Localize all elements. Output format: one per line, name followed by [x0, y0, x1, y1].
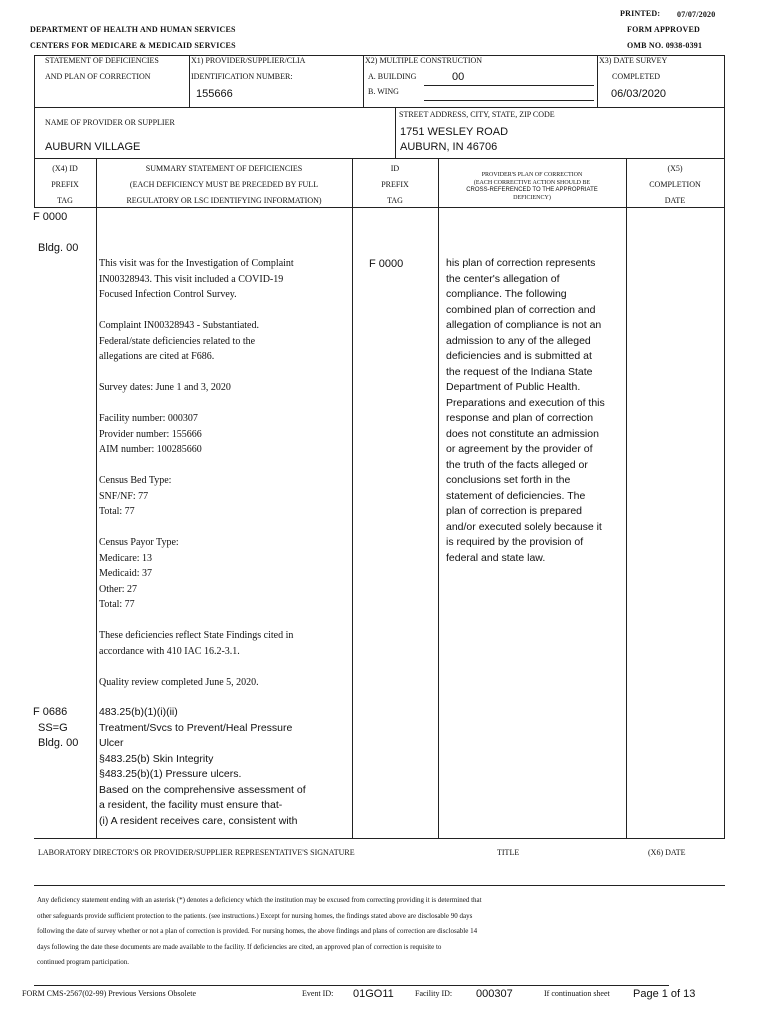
footer-divider — [34, 985, 669, 986]
f0000-id-tag: F 0000 — [369, 258, 404, 270]
plan-header-3: CROSS-REFERENCED TO THE APPROPRIATE — [466, 187, 598, 193]
f0686-bldg: Bldg. 00 — [38, 737, 79, 749]
f0686-tag: F 0686 — [33, 706, 68, 718]
omb-number: OMB NO. 0938-0391 — [627, 41, 703, 50]
id-header-3: TAG — [387, 196, 403, 205]
f0000-summary: This visit was for the Investigation of Complaint IN00328943. This visit included a COVID-19 Focused Infection Control Survey. Complaint IN00328943 - Substantiated. Federal/state deficiencies related to the allegations are cited at F686. Survey dates: June 1 and 3, 2020 Facility number: 000307 Provider number: 155666 AIM number: 100285660 Census Bed Type: SNF/NF: 77 Total: 77 Census Payor Type: Medicare: 13 Medicaid: 37 Other: 27 Total: 77 These deficiencies reflect State Findings cited in accordance with 410 IAC 16.2-3.1. Quality review completed June 5, 2020. — [99, 258, 294, 688]
building-value: 00 — [452, 71, 465, 83]
x1-label: X1) PROVIDER/SUPPLIER/CLIA — [191, 56, 306, 65]
summary-header-2: (EACH DEFICIENCY MUST BE PRECEDED BY FULL — [129, 180, 319, 189]
plan-label: AND PLAN OF CORRECTION — [45, 72, 151, 81]
x4-header-1: (X4) ID — [52, 164, 78, 173]
x5-header-3: DATE — [664, 196, 686, 205]
provider-name-label: NAME OF PROVIDER OR SUPPLIER — [45, 118, 175, 127]
f0000-bldg: Bldg. 00 — [38, 242, 79, 254]
plan-header-2: (EACH CORRECTIVE ACTION SHOULD BE — [473, 180, 591, 186]
x4-header-2: PREFIX — [51, 180, 79, 189]
x2-label: X2) MULTIPLE CONSTRUCTION — [365, 56, 483, 65]
form-number: FORM CMS-2567(02-99) Previous Versions Obsolete — [22, 989, 197, 998]
event-id-label: Event ID: — [302, 989, 334, 998]
x3-sublabel: COMPLETED — [612, 72, 660, 81]
x3-label: X3) DATE SURVEY — [599, 56, 668, 65]
survey-date-value: 06/03/2020 — [611, 88, 667, 100]
address-label: STREET ADDRESS, CITY, STATE, ZIP CODE — [399, 110, 555, 119]
f0000-tag: F 0000 — [33, 211, 68, 223]
f0000-plan-of-correction: his plan of correction represents the center's allegation of compliance. The following combined plan of correction and allegation of compliance is not an admission to any of the alleged deficiencies and is submitted at the request of the Indiana State Department of Public Health. Preparations and execution of this response and plan of correction does not constitute an admission or agreement by the provider of the truth of the facts alleged or conclusions set forth in the statement of deficiencies. The plan of correction is prepared and/or executed solely because it is required by the provision of federal and state law. — [446, 257, 605, 564]
page-number: Page 1 of 13 — [633, 988, 696, 1000]
printed-date: 07/07/2020 — [677, 10, 716, 19]
continuation-label: If continuation sheet — [544, 989, 610, 998]
signature-label: LABORATORY DIRECTOR'S OR PROVIDER/SUPPLIER REPRESENTATIVE'S SIGNATURE — [38, 848, 355, 857]
id-header-1: ID — [390, 164, 400, 173]
statement-label: STATEMENT OF DEFICIENCIES — [45, 56, 159, 65]
x5-header-2: COMPLETION — [649, 180, 701, 189]
signature-divider — [34, 885, 725, 886]
f0686-summary: 483.25(b)(1)(i)(ii) Treatment/Svcs to Prevent/Heal Pressure Ulcer §483.25(b) Skin Integrity §483.25(b)(1) Pressure ulcers. Based on the comprehensive assessment of a resident, the facility must ensure that- (i) A resident receives care, consistent with — [99, 706, 306, 827]
building-underline — [424, 85, 594, 86]
f0686-severity: SS=G — [38, 722, 68, 734]
summary-header-3: REGULATORY OR LSC IDENTIFYING INFORMATION) — [126, 196, 322, 205]
x6-date-label: (X6) DATE — [648, 848, 686, 857]
event-id-value: 01GO11 — [353, 988, 394, 1000]
facility-id-value: 000307 — [476, 988, 513, 1000]
address-line1: 1751 WESLEY ROAD — [400, 126, 509, 138]
x5-header-1: (X5) — [667, 164, 683, 173]
facility-id-label: Facility ID: — [415, 989, 453, 998]
form-approved: FORM APPROVED — [627, 25, 701, 34]
printed-label: PRINTED: — [620, 9, 661, 18]
centers-title: CENTERS FOR MEDICARE & MEDICAID SERVICES — [30, 41, 236, 50]
plan-header-4: DEFICIENCY) — [513, 195, 551, 201]
provider-name-value: AUBURN VILLAGE — [45, 141, 141, 153]
id-header-2: PREFIX — [381, 180, 409, 189]
building-label: A. BUILDING — [368, 72, 417, 81]
department-title: DEPARTMENT OF HEALTH AND HUMAN SERVICES — [30, 25, 236, 34]
address-line2: AUBURN, IN 46706 — [400, 141, 498, 153]
x4-header-3: TAG — [57, 196, 73, 205]
x1-sublabel: IDENTIFICATION NUMBER: — [191, 72, 293, 81]
wing-label: B. WING — [368, 87, 399, 96]
wing-underline — [424, 100, 594, 101]
provider-number-value: 155666 — [196, 88, 233, 100]
plan-header-1: PROVIDER'S PLAN OF CORRECTION — [481, 172, 583, 178]
summary-header-1: SUMMARY STATEMENT OF DEFICIENCIES — [145, 164, 303, 173]
disclaimer-footnote: Any deficiency statement ending with an asterisk (*) denotes a deficiency which the institution may be excused from correcting providing it is determined that other safeguards provide sufficient protection to the patients. (see instructions.) Except for nursing homes, the findings stated above are disclosable 90 days following the date of survey whether or not a plan of correction is provided. For nursing homes, the above findings and plans of correction are disclosable 14 days following the date these documents are made available to the facility. If deficiencies are cited, an approved plan of correction is requisite to continued program participation. — [37, 896, 482, 966]
title-label: TITLE — [497, 848, 520, 857]
